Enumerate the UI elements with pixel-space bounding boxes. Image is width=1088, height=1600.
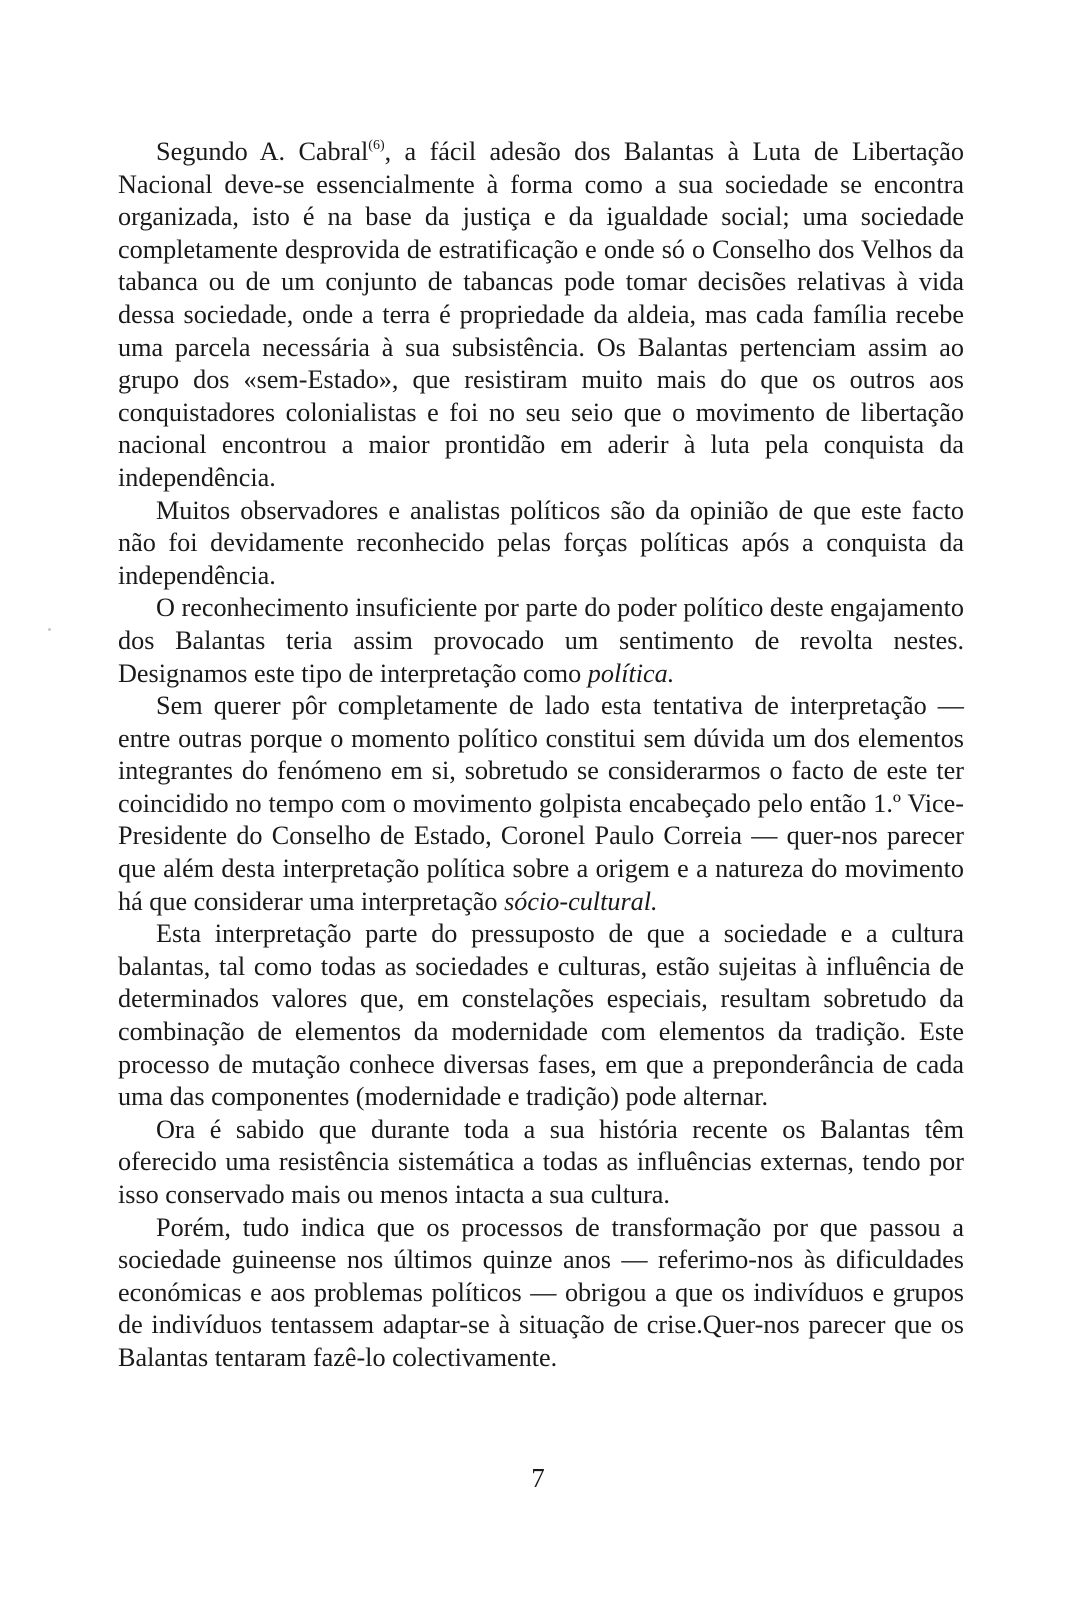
- paragraph-7-run-1: Porém, tudo indica que os processos de transformação por que passou a sociedade guineense nos últimos quinze anos — referimo-nos às dificuldades económicas e aos problemas políticos — obrigou a que os indivíduos e grupos de indivíduos tentassem adaptar-se à situação de crise.Quer-nos parecer que os Balantas tentaram fazê-lo colectivamente.: [118, 1212, 964, 1372]
- footnote-ref-6[interactable]: (6): [368, 138, 385, 153]
- paragraph-6: [118, 1114, 964, 1212]
- paragraph-4-run-1: Sem querer pôr completamente de lado esta tentativa de interpretação — entre outras porque o momento político constitui sem dúvida um dos elementos integrantes do fenómeno em si, sobretudo se considerarmos o facto de este ter coincidido no tempo com o movimento golpista encabeçado pelo então 1.º Vice-Presidente do Conselho de Estado, Coronel Paulo Correia — quer-nos parecer que além desta interpretação política sobre a origem e a natureza do movimento há que considerar uma interpretação: [118, 691, 964, 916]
- paragraph-7: [118, 1212, 964, 1375]
- paragraph-4: [118, 690, 964, 918]
- scan-speck: [48, 628, 51, 631]
- paragraph-1-run-3: , a fácil adesão dos Balantas à Luta de Libertação Nacional deve-se essencialmente à forma como a sua sociedade se encontra organizada, isto é na base da justiça e da igualdade social; uma sociedade completamente desprovida de estratificação e onde só o Conselho dos Velhos da tabanca ou de um conjunto de tabancas pode tomar decisões relativas à vida dessa sociedade, onde a terra é propriedade da aldeia, mas cada família recebe uma parcela necessária à sua subsistência. Os Balantas pertenciam assim ao grupo dos «sem-Estado», que resistiram muito mais do que os outros aos conquistadores colonialistas e foi no seu seio que o movimento de libertação nacional encontrou a maior prontidão em aderir à luta pela conquista da independência.: [118, 137, 964, 492]
- paragraph-2-run-1: Muitos observadores e analistas políticos são da opinião de que este facto não foi devidamente reconhecido pelas forças políticas após a conquista da independência.: [118, 495, 964, 590]
- paragraph-5-run-1: Esta interpretação parte do pressuposto de que a sociedade e a cultura balantas, tal como todas as sociedades e culturas, estão sujeitas à influência de determinados valores que, em constelações especiais, resultam sobretudo da combinação de elementos da modernidade com elementos da tradição. Este processo de mutação conhece diversas fases, em que a preponderância de cada uma das componentes (modernidade e tradição) pode alternar.: [118, 919, 964, 1112]
- paragraph-6-run-1: Ora é sabido que durante toda a sua história recente os Balantas têm oferecido uma resistência sistemática a todas as influências externas, tendo por isso conservado mais ou menos intacta a sua cultura.: [118, 1114, 964, 1209]
- page-number: 7: [531, 1463, 545, 1493]
- paragraph-1: [118, 136, 964, 495]
- paragraph-3: [118, 592, 964, 690]
- paragraph-5: [118, 918, 964, 1114]
- paragraph-3-run-1: O reconhecimento insuficiente por parte do poder político deste engajamento dos Balantas teria assim provocado um sentimento de revolta nestes. Designamos este tipo de interpretação como: [118, 593, 964, 688]
- paragraph-4-italic-term: sócio-cultural.: [504, 886, 658, 916]
- paragraph-3-italic-term: política.: [587, 658, 675, 688]
- paragraph-1-run-1: Segundo A. Cabral: [156, 137, 369, 166]
- page-body: [118, 136, 964, 1375]
- paragraph-2: [118, 495, 964, 593]
